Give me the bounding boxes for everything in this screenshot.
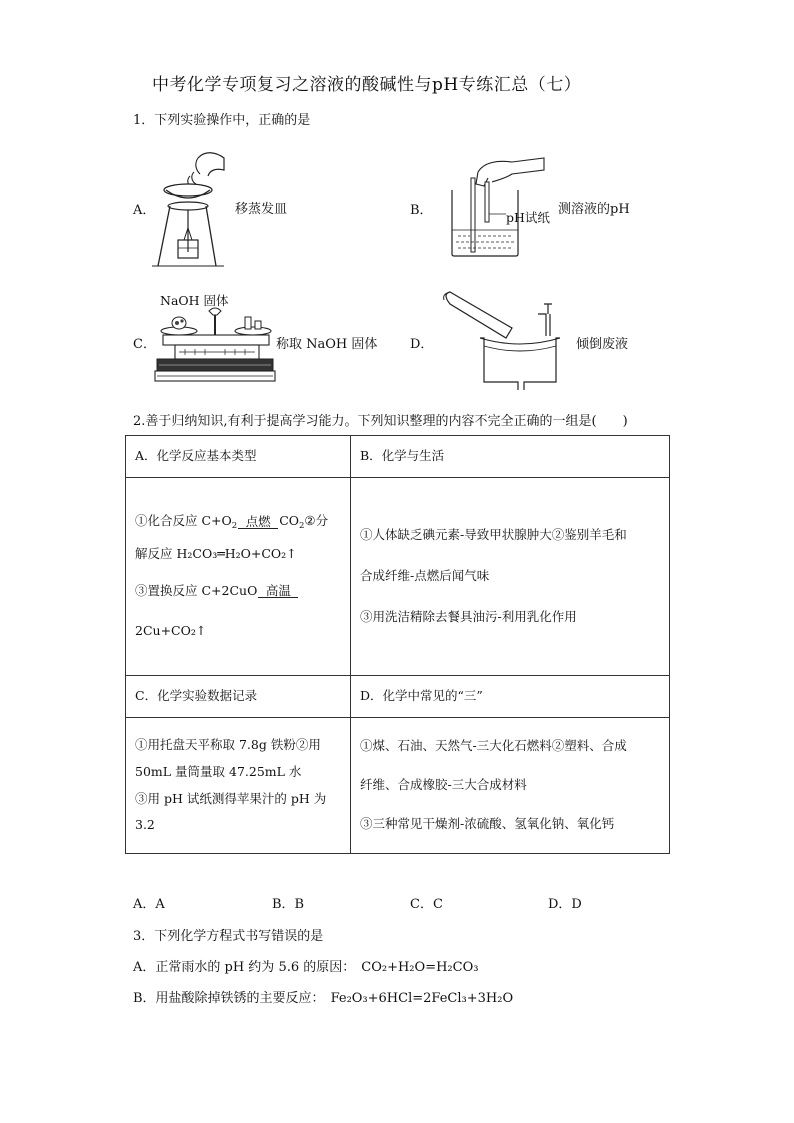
cell-c-line-1: ①用托盘天平称取 7.8g 铁粉②用 [135,737,321,752]
cell-c-line-2: 50mL 量筒量取 47.25mL 水 [135,763,302,779]
page-title: 中考化学专项复习之溶液的酸碱性与pH专练汇总（七） [152,75,582,95]
choice-a: A．A [133,897,165,912]
waste-pouring-illustration [440,290,570,390]
question-3-option-b: B．用盐酸除掉铁锈的主要反应： Fe₂O₃+6HCl=2FeCl₃+3H₂O [133,991,514,1006]
table-head-d: D．化学中常见的“三” [351,676,670,718]
table-cell-d [351,718,670,854]
table-cell-c [126,718,351,854]
equation-a: CO₂+H₂O=H₂CO₃ [361,960,479,975]
option-d-letter: D． [410,337,434,352]
ph-paper-illustration [448,152,558,260]
option-a-letter: A． [133,203,156,218]
cell-d-line-3: ③三种常见干燥剂-浓硫酸、氢氧化钠、氧化钙 [360,815,615,831]
choice-d: D．D [548,897,582,912]
choice-b: B．B [272,897,305,912]
cell-a-line-4: 2Cu+CO₂↑ [135,623,207,639]
option-c-caption: 称取 NaOH 固体 [276,337,378,352]
cell-c-line-4: 3.2 [135,817,155,833]
question-1-stem: 1．下列实验操作中，正确的是 [133,113,311,128]
condition-ignite: 点燃 [238,515,278,529]
option-b-letter: B． [410,203,433,218]
option-c-letter: C． [133,337,156,352]
cell-c-line-3: ③用 pH 试纸测得苹果汁的 pH 为 [135,790,327,806]
cell-d-line-2: 纤维、合成橡胶-三大合成材料 [360,777,527,793]
ph-paper-label: pH试纸 [506,210,550,225]
question-3-option-a: A．正常雨水的 pH 约为 5.6 的原因： CO₂+H₂O=H₂CO₃ [133,960,479,975]
cell-b-line-1: ①人体缺乏碘元素-导致甲状腺肿大②鉴别羊毛和 [360,527,627,543]
table-head-b: B．化学与生活 [351,436,670,478]
table-cell-a [126,478,351,676]
cell-a-line-3: ③置换反应 C+2CuO 高温 [135,582,341,601]
question-3-stem: 3．下列化学方程式书写错误的是 [133,929,324,944]
cell-b-line-3: ③用洗洁精除去餐具油污-利用乳化作用 [360,608,577,624]
option-b-caption: 测溶液的pH [558,202,630,217]
option-d-caption: 倾倒废液 [576,337,629,352]
cell-a-line-1: ①化合反应 $C+O_2$ 点燃 $CO_2②$分 [135,513,329,531]
cell-d-line-1: ①煤、石油、天然气-三大化石燃料②塑料、合成 [360,738,627,754]
knowledge-table [125,435,670,854]
table-head-a: A．化学反应基本类型 [126,436,351,478]
table-head-c: C．化学实验数据记录 [126,676,351,718]
condition-high-temp: 高温 [258,584,298,598]
option-a-caption: 移蒸发皿 [235,202,288,217]
table-cell-b [351,478,670,676]
cell-b-line-2: 合成纤维-点燃后闻气味 [360,568,490,584]
cell-a-line-2: 解反应 H₂CO₃═H₂O+CO₂↑ [135,545,297,561]
naoh-solid-label: NaOH 固体 [160,293,229,308]
balance-illustration [155,305,275,387]
choice-c: C．C [410,897,443,912]
equation-b: Fe₂O₃+6HCl=2FeCl₃+3H₂O [330,991,514,1006]
question-2-stem: 2.善于归纳知识,有利于提高学习能力。下列知识整理的内容不完全正确的一组是( ) [133,414,628,429]
evaporating-dish-illustration [150,148,230,270]
